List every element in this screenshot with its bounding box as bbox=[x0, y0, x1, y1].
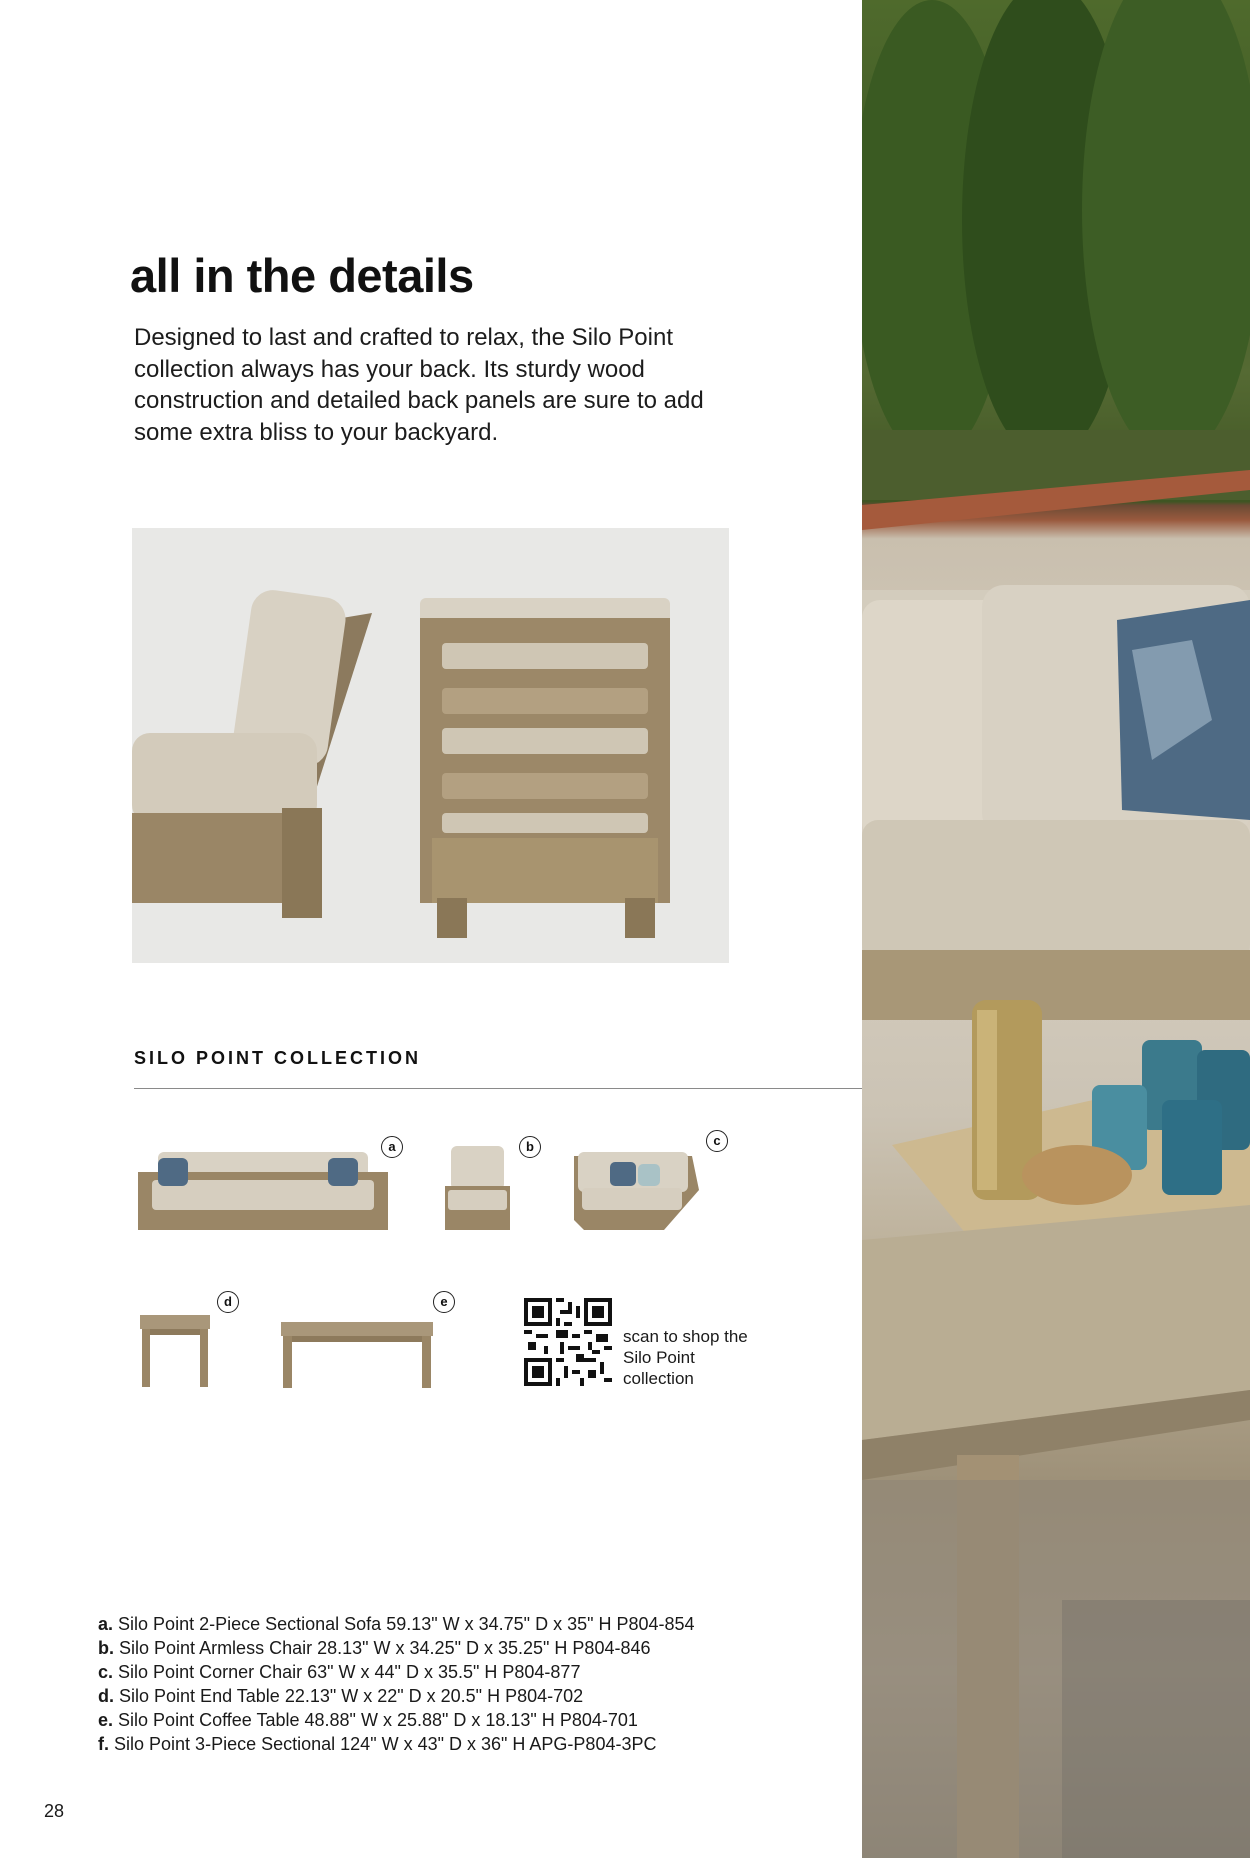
product-armless-chair bbox=[445, 1146, 510, 1230]
spec-sku: P804-702 bbox=[505, 1686, 584, 1706]
spec-sku: P804-877 bbox=[502, 1662, 581, 1682]
page-number: 28 bbox=[44, 1801, 65, 1821]
spec-letter: e. bbox=[98, 1710, 114, 1730]
lifestyle-photo bbox=[862, 0, 1250, 1858]
spec-letter: f. bbox=[98, 1734, 109, 1754]
spec-item-e bbox=[98, 1708, 858, 1732]
product-coffee-table bbox=[281, 1322, 433, 1388]
badge-d: d bbox=[217, 1291, 239, 1313]
chair-detail-photo bbox=[132, 528, 729, 963]
spec-dims: 48.88" W x 25.88" D x 18.13" H bbox=[304, 1710, 555, 1730]
spec-dims: 124" W x 43" D x 36" H bbox=[340, 1734, 526, 1754]
product-corner-chair bbox=[574, 1150, 699, 1230]
spec-name: Silo Point 2-Piece Sectional Sofa bbox=[118, 1614, 382, 1634]
spec-dims: 22.13" W x 22" D x 20.5" H bbox=[284, 1686, 501, 1706]
badge-e: e bbox=[433, 1291, 455, 1313]
intro-paragraph: Designed to last and crafted to relax, the Silo Point collection always has your back. Its sturdy wood construction and detailed back panels are sure to add some extra bliss to your backyard. bbox=[134, 324, 704, 446]
spec-name: Silo Point Armless Chair bbox=[119, 1638, 313, 1658]
spec-name: Silo Point Coffee Table bbox=[118, 1710, 300, 1730]
spec-sku: P804-854 bbox=[616, 1614, 695, 1634]
spec-item-b bbox=[98, 1636, 858, 1660]
spec-dims: 28.13" W x 34.25" D x 35.25" H bbox=[317, 1638, 568, 1658]
badge-a: a bbox=[381, 1136, 403, 1158]
spec-name: Silo Point End Table bbox=[119, 1686, 280, 1706]
spec-letter: a. bbox=[98, 1614, 114, 1634]
badge-c: c bbox=[706, 1130, 728, 1152]
spec-letter: b. bbox=[98, 1638, 114, 1658]
spec-letter: c. bbox=[98, 1662, 114, 1682]
spec-name: Silo Point Corner Chair bbox=[118, 1662, 303, 1682]
product-end-table bbox=[140, 1315, 210, 1387]
scan-to-shop-text: scan to shop the Silo Point collection bbox=[623, 1327, 748, 1388]
product-sectional-sofa bbox=[138, 1150, 388, 1230]
badge-b: b bbox=[519, 1136, 541, 1158]
spec-item-d bbox=[98, 1684, 858, 1708]
spec-item-a bbox=[98, 1612, 858, 1636]
spec-sku: APG-P804-3PC bbox=[529, 1734, 657, 1754]
divider-line bbox=[134, 1088, 862, 1089]
spec-letter: d. bbox=[98, 1686, 114, 1706]
spec-dims: 59.13" W x 34.75" D x 35" H bbox=[386, 1614, 612, 1634]
collection-title: SILO POINT COLLECTION bbox=[134, 1048, 421, 1068]
spec-sku: P804-846 bbox=[572, 1638, 651, 1658]
spec-name: Silo Point 3-Piece Sectional bbox=[114, 1734, 336, 1754]
qr-code[interactable] bbox=[524, 1298, 612, 1386]
spec-item-f bbox=[98, 1732, 858, 1756]
spec-item-c bbox=[98, 1660, 858, 1684]
product-spec-list bbox=[98, 1612, 858, 1756]
spec-sku: P804-701 bbox=[559, 1710, 638, 1730]
spec-dims: 63" W x 44" D x 35.5" H bbox=[307, 1662, 498, 1682]
page-headline: all in the details bbox=[130, 249, 474, 302]
